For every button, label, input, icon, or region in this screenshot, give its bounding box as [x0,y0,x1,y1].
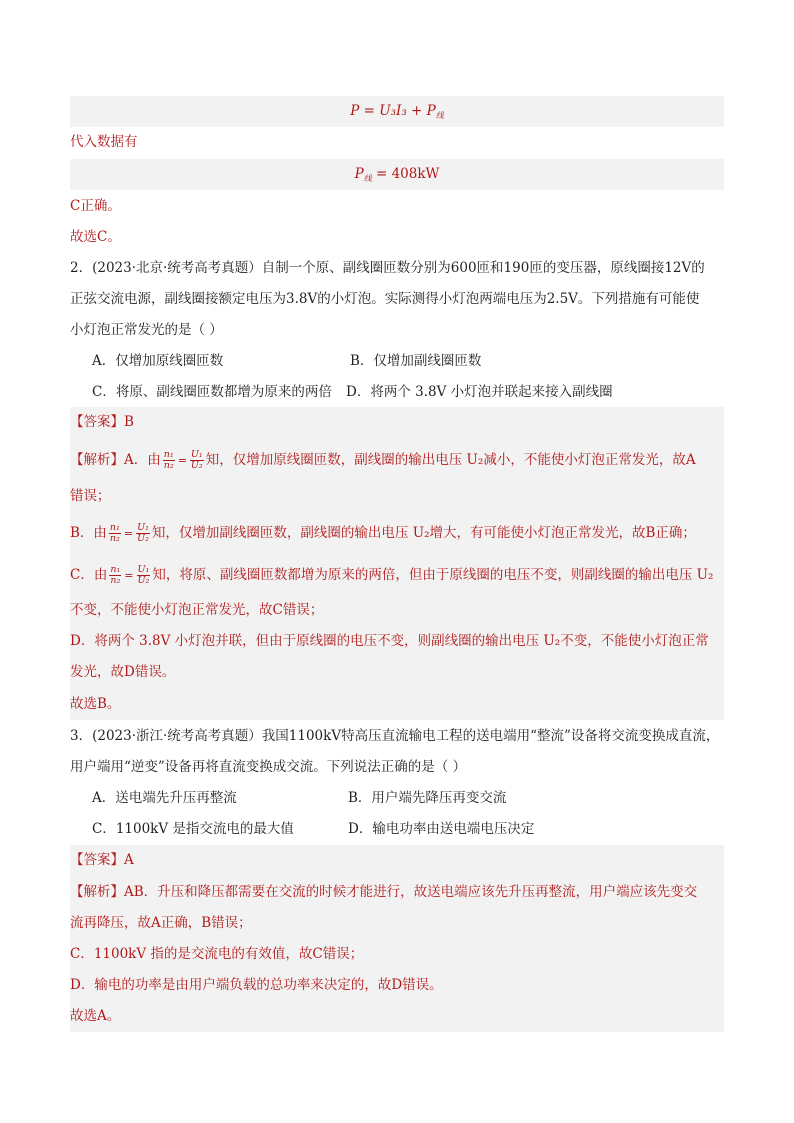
fraction-u2: U₂ [137,575,150,586]
fraction-u [190,450,204,471]
q2-analysis-b-rest: 知，仅增加副线圈匝数，副线圈的输出电压 U₂增大，有可能使小灯泡正常发光，故B正确； [151,525,696,541]
q2-analysis-a [70,445,724,476]
q2-option-c: C．将原、副线圈匝数都增为原来的两倍 [92,384,332,400]
q2-analysis-c [70,560,724,591]
q2-answer-label: 【答案】 [70,414,124,430]
q2-analysis-b [70,518,724,549]
fraction-n [163,450,175,471]
equals-sign: = [124,569,134,582]
fraction-u2: U₂ [137,533,149,544]
q3-option-b: B．用户端先降压再变交流 [348,790,507,806]
fraction-u1: U₁ [137,522,149,533]
q3-analysis-label: 【解析】 [70,884,124,900]
fraction-n1: n₁ [163,449,174,460]
q2-option-a: A．仅增加原线圈匝数 [92,353,224,369]
q2-analysis-d-line1: D．将两个 3.8V 小灯泡并联，但由于原线圈的电压不变，则副线圈的输出电压 U₂不变，不能使小灯泡正常 [70,633,709,649]
formula-power-text: P = U₃I₃ + P [350,103,436,119]
q2-analysis-c-prefix: C．由 [70,567,108,583]
q2-analysis-a-line2: 错误； [70,488,111,504]
q2-option-d: D．将两个 3.8V 小灯泡并联起来接入副线圈 [346,384,613,400]
q3-option-c: C．1100kV 是指交流电的最大值 [92,821,294,837]
q3-analysis-ab-text: AB．升压和降压都需要在交流的时候才能进行，故送电端应该先升压再整流，用户端应该先变交 [124,884,698,900]
fraction-u1: U₁ [137,564,150,575]
fraction-n [109,523,121,544]
formula-power [70,96,724,131]
fraction-n1: n₁ [109,522,120,533]
q3-analysis-c: C．1100kV 指的是交流电的有效值，故C错误； [70,946,364,962]
q3-stem-line2: 用户端用“逆变”设备再将直流变换成交流。下列说法正确的是（ ） [70,759,467,775]
fraction-u [136,523,150,544]
q3-analysis-ab-line2: 流再降压，故A正确，B错误； [70,915,252,931]
q3-analysis-d: D．输电的功率是由用户端负载的总功率来决定的，故D错误。 [70,977,443,993]
q3-stem-line1: 3．(2023·浙江·统考高考真题）我国1100kV特高压直流输电工程的送电端用“整流”设备将交流变换成直流， [70,728,720,744]
choose-c-text: 故选C。 [70,229,121,245]
formula-power-sub: 线 [435,111,444,120]
fraction-n2: n₂ [163,460,174,471]
q2-analysis-c-rest: 知，将原、副线圈匝数都增为原来的两倍，但由于原线圈的电压不变，则副线圈的输出电压 U₂ [152,567,714,583]
equals-sign: = [177,454,187,467]
c-correct-text: C正确。 [70,198,121,214]
q2-answer-value: B [124,414,134,430]
q3-choose: 故选A。 [70,1008,121,1024]
q2-stem-line1: 2．(2023·北京·统考高考真题）自制一个原、副线圈匝数分别为600匝和190匝的变压器，原线圈接12V的 [70,260,705,276]
fraction-u1: U₁ [190,449,203,460]
fraction-n2: n₂ [110,575,121,586]
q3-answer [70,845,724,876]
fraction-n [109,565,121,586]
formula-result-sub: 线 [363,174,372,183]
q2-analysis-d-line2: 发光，故D错误。 [70,664,176,680]
fraction-n2: n₂ [109,533,120,544]
formula-result-p: P [354,166,364,182]
fraction-u [137,565,151,586]
q2-analysis-b-prefix: B．由 [70,525,107,541]
q2-analysis-c-line2: 不变，不能使小灯泡正常发光，故C错误； [70,602,324,618]
q2-answer [70,407,724,438]
formula-result [70,159,724,194]
q2-stem-line2: 正弦交流电源，副线圈接额定电压为3.8V的小灯泡。实际测得小灯泡两端电压为2.5V。下列措施有可能使 [70,291,700,307]
q2-analysis-a-prefix: A．由 [124,452,161,468]
q3-analysis-ab-line1 [70,877,724,908]
fraction-u2: U₂ [190,460,203,471]
q2-stem-line3: 小灯泡正常发光的是（ ） [70,322,223,338]
fraction-n1: n₁ [110,564,121,575]
q2-analysis-a-rest: 知，仅增加原线圈匝数，副线圈的输出电压 U₂减小，不能使小灯泡正常发光，故A [205,452,696,468]
q3-answer-label: 【答案】 [70,852,124,868]
q2-option-b: B．仅增加副线圈匝数 [350,353,482,369]
q2-analysis-label: 【解析】 [70,452,124,468]
q2-choose: 故选B。 [70,696,121,712]
substitute-text: 代入数据有 [70,134,138,150]
formula-result-value: = 408kW [371,166,440,182]
q3-answer-value: A [124,852,134,868]
q3-option-d: D．输电功率由送电端电压决定 [348,821,535,837]
q3-option-a: A．送电端先升压再整流 [92,790,237,806]
equals-sign: = [123,527,134,540]
